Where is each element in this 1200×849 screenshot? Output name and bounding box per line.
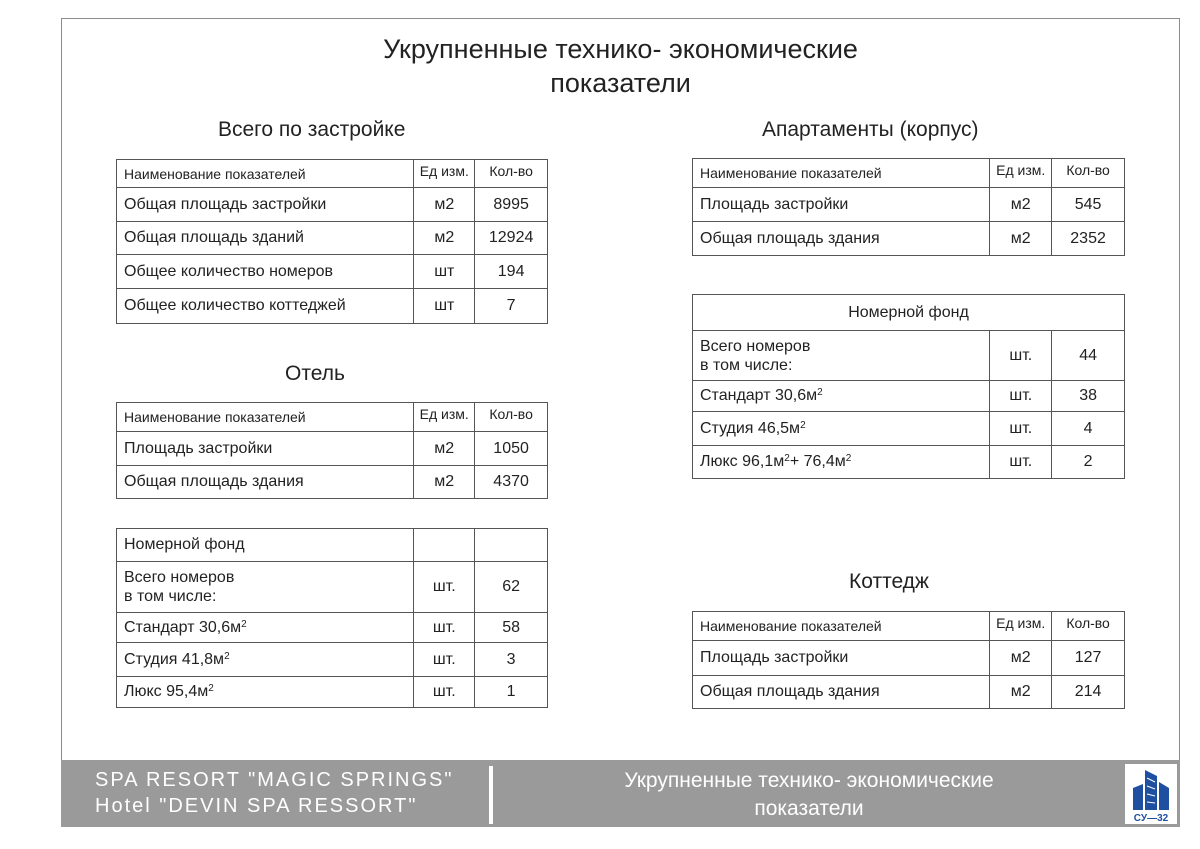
row-qty: 4 [1052, 412, 1125, 446]
table-row [693, 446, 1125, 479]
row-name: Площадь застройки [693, 641, 990, 676]
rooms-lux-label: Люкс $95,4м^2$ [117, 677, 414, 708]
footer-sheet-title: Укрупненные технико- экономические показатели [624, 769, 994, 820]
col-header-unit: Ед изм. [414, 160, 475, 188]
table-total [116, 159, 548, 324]
rooms-total-label: Всего номеров в том числе: [693, 331, 990, 381]
col-header-unit: Ед изм. [414, 403, 475, 432]
row-unit: м2 [990, 641, 1052, 676]
row-unit: шт. [990, 381, 1052, 412]
rooms-studio-label: Студия $41,8м^2$ [117, 643, 414, 677]
table-hotel [116, 402, 548, 499]
table-row [693, 676, 1125, 709]
row-name: Общая площадь застройки [117, 188, 414, 222]
table-row [693, 222, 1125, 256]
row-unit: шт [414, 289, 475, 324]
table-row [693, 188, 1125, 222]
table-header-row [117, 160, 548, 188]
col-header-qty: Кол-во [1052, 159, 1125, 188]
row-unit: м2 [990, 222, 1052, 256]
rooms-title: Номерной фонд [693, 295, 1125, 331]
table-header-row [693, 159, 1125, 188]
row-name: Общее количество коттеджей [117, 289, 414, 324]
row-unit: шт. [414, 562, 475, 613]
row-unit: шт. [990, 331, 1052, 381]
footer-band [61, 760, 1180, 827]
col-header-qty: Кол-во [475, 160, 548, 188]
col-header-name: Наименование показателей [117, 403, 414, 432]
rooms-standard-label: Стандарт $30,6м^2$ [693, 381, 990, 412]
row-qty: 545 [1052, 188, 1125, 222]
table-row [117, 466, 548, 499]
col-header-unit: Ед изм. [990, 612, 1052, 641]
col-header-name: Наименование показателей [693, 612, 990, 641]
row-unit: м2 [990, 188, 1052, 222]
row-unit: шт. [414, 613, 475, 643]
row-qty: 7 [475, 289, 548, 324]
row-qty: 44 [1052, 331, 1125, 381]
row-unit: шт. [990, 446, 1052, 479]
table-row [693, 331, 1125, 381]
row-qty: 3 [475, 643, 548, 677]
table-header-row [693, 612, 1125, 641]
rooms-total-label: Всего номеров в том числе: [117, 562, 414, 613]
table-row [117, 613, 548, 643]
col-header-unit: Ед изм. [990, 159, 1052, 188]
empty-cell [475, 529, 548, 562]
table-row [117, 222, 548, 255]
row-qty: 12924 [475, 222, 548, 255]
row-name: Площадь застройки [117, 432, 414, 466]
row-name: Общая площадь здания [117, 466, 414, 499]
table-row [117, 432, 548, 466]
table-row [117, 529, 548, 562]
row-unit: шт [414, 255, 475, 289]
section-title-hotel: Отель [285, 362, 345, 385]
section-title-apartments: Апартаменты (корпус) [762, 118, 979, 141]
table-row [117, 188, 548, 222]
table-row [117, 289, 548, 324]
row-qty: 58 [475, 613, 548, 643]
table-cottage [692, 611, 1125, 709]
row-name: Площадь застройки [693, 188, 990, 222]
section-title-total: Всего по застройке [218, 118, 406, 141]
row-unit: м2 [990, 676, 1052, 709]
row-qty: 2352 [1052, 222, 1125, 256]
table-row [117, 677, 548, 708]
table-row [693, 641, 1125, 676]
row-unit: шт. [414, 643, 475, 677]
col-header-name: Наименование показателей [693, 159, 990, 188]
col-header-qty: Кол-во [475, 403, 548, 432]
empty-cell [414, 529, 475, 562]
row-qty: 214 [1052, 676, 1125, 709]
table-row [117, 255, 548, 289]
row-qty: 8995 [475, 188, 548, 222]
col-header-qty: Кол-во [1052, 612, 1125, 641]
row-name: Общая площадь здания [693, 222, 990, 256]
row-qty: 1050 [475, 432, 548, 466]
col-header-name: Наименование показателей [117, 160, 414, 188]
table-hotel-rooms [116, 528, 548, 708]
row-unit: м2 [414, 432, 475, 466]
rooms-standard-label: Стандарт $30,6м^2$ [117, 613, 414, 643]
row-name: Общее количество номеров [117, 255, 414, 289]
row-unit: м2 [414, 466, 475, 499]
rooms-title: Номерной фонд [117, 529, 414, 562]
table-apartments-rooms [692, 294, 1125, 479]
row-unit: м2 [414, 222, 475, 255]
logo-text: СУ—32 [1133, 813, 1169, 824]
footer-separator [489, 766, 493, 824]
table-row [117, 643, 548, 677]
table-apartments [692, 158, 1125, 256]
table-row [693, 295, 1125, 331]
row-qty: 38 [1052, 381, 1125, 412]
building-logo-icon [1125, 764, 1177, 824]
row-name: Общая площадь здания [693, 676, 990, 709]
table-row [693, 412, 1125, 446]
table-row [117, 562, 548, 613]
table-header-row [117, 403, 548, 432]
page-title: Укрупненные технико- экономические показатели [383, 34, 858, 98]
row-qty: 2 [1052, 446, 1125, 479]
table-row [693, 381, 1125, 412]
row-qty: 4370 [475, 466, 548, 499]
rooms-studio-label: Студия $46,5м^2$ [693, 412, 990, 446]
row-unit: шт. [990, 412, 1052, 446]
row-unit: шт. [414, 677, 475, 708]
row-qty: 62 [475, 562, 548, 613]
row-unit: м2 [414, 188, 475, 222]
row-qty: 194 [475, 255, 548, 289]
row-qty: 127 [1052, 641, 1125, 676]
rooms-lux-label: Люкс $96,1м^2+ 76,4м^2$ [693, 446, 990, 479]
footer-project-name: SPA RESORT "MAGIC SPRINGS" Hotel "DEVIN SPA RESSORT" [95, 769, 454, 817]
row-qty: 1 [475, 677, 548, 708]
row-name: Общая площадь зданий [117, 222, 414, 255]
section-title-cottage: Коттедж [849, 570, 929, 593]
